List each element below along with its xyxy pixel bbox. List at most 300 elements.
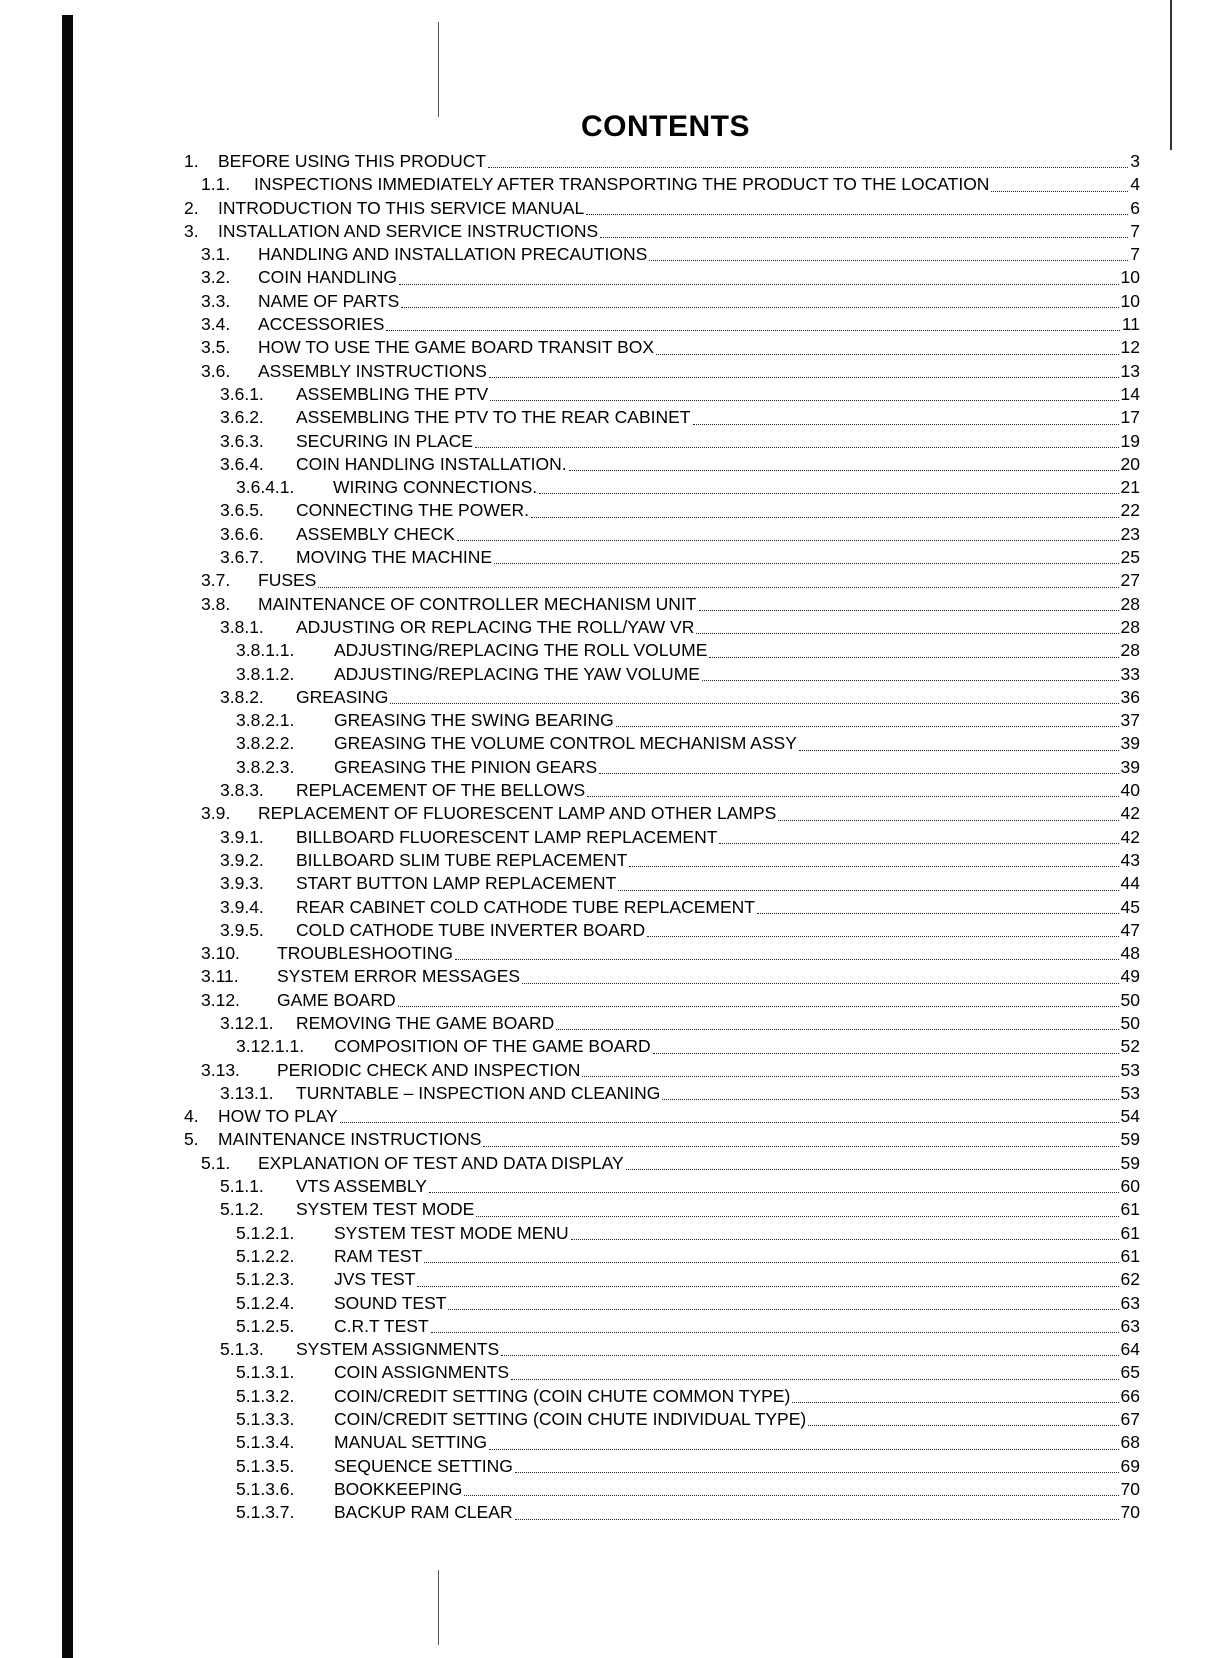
toc-entry-title: ASSEMBLY CHECK — [296, 523, 455, 544]
toc-dot-leader — [401, 307, 1118, 308]
toc-dot-leader — [653, 1053, 1119, 1054]
toc-entry[interactable] — [184, 1315, 1140, 1338]
toc-entry[interactable] — [184, 569, 1140, 592]
toc-dot-leader — [702, 680, 1119, 681]
toc-entry[interactable] — [184, 1175, 1140, 1198]
toc-dot-leader — [616, 726, 1119, 727]
toc-entry-page: 21 — [1120, 477, 1140, 498]
toc-entry-number: 3.9.2. — [220, 849, 264, 870]
toc-entry[interactable] — [184, 965, 1140, 988]
toc-dot-leader — [457, 540, 1119, 541]
toc-entry[interactable] — [184, 593, 1140, 616]
toc-entry-page: 40 — [1120, 780, 1140, 801]
toc-entry[interactable] — [184, 1268, 1140, 1291]
toc-entry[interactable] — [184, 1361, 1140, 1384]
toc-entry[interactable] — [184, 290, 1140, 313]
toc-entry-title: SYSTEM TEST MODE — [296, 1199, 475, 1220]
toc-entry-title: COIN/CREDIT SETTING (COIN CHUTE INDIVIDUAL TYPE) — [334, 1409, 807, 1430]
toc-dot-leader — [531, 517, 1119, 518]
toc-entry-number: 3.6. — [201, 360, 231, 381]
toc-entry-number: 3.6.4.1. — [236, 477, 295, 498]
toc-dot-leader — [799, 750, 1119, 751]
toc-entry-title: FUSES — [258, 570, 317, 591]
toc-entry-number: 3.12.1. — [220, 1012, 274, 1033]
toc-entry-number: 3.11. — [201, 966, 239, 987]
toc-entry[interactable] — [184, 383, 1140, 406]
toc-dot-leader — [719, 843, 1118, 844]
toc-entry-page: 12 — [1120, 337, 1140, 358]
toc-entry[interactable] — [184, 453, 1140, 476]
toc-entry-title: ADJUSTING/REPLACING THE YAW VOLUME — [334, 663, 700, 684]
toc-dot-leader — [693, 424, 1119, 425]
toc-entry-page: 17 — [1120, 407, 1140, 428]
toc-entry-number: 3.13. — [201, 1059, 240, 1080]
toc-dot-leader — [662, 1099, 1118, 1100]
toc-dot-leader — [489, 1449, 1119, 1450]
toc-entry-number: 3.12.1.1. — [236, 1036, 305, 1057]
toc-entry-title: BOOKKEEPING — [334, 1478, 463, 1499]
toc-entry-page: 3 — [1130, 151, 1140, 171]
toc-entry[interactable] — [184, 173, 1140, 196]
toc-dot-leader — [778, 820, 1118, 821]
toc-dot-leader — [647, 936, 1118, 937]
toc-entry[interactable] — [184, 1408, 1140, 1431]
toc-entry-page: 66 — [1120, 1385, 1140, 1406]
toc-entry-number: 3.10. — [201, 943, 240, 964]
toc-entry-page: 10 — [1120, 290, 1140, 311]
toc-entry-number: 5.1.3.4. — [236, 1432, 295, 1453]
toc-entry-page: 23 — [1120, 523, 1140, 544]
toc-entry[interactable] — [184, 756, 1140, 779]
toc-entry[interactable] — [184, 1292, 1140, 1315]
toc-entry-number: 3.8.2. — [220, 686, 264, 707]
toc-entry-page: 59 — [1120, 1129, 1140, 1150]
toc-entry-title: ASSEMBLING THE PTV — [296, 383, 489, 404]
toc-entry[interactable] — [184, 1455, 1140, 1478]
toc-entry[interactable] — [184, 243, 1140, 266]
toc-dot-leader — [808, 1425, 1118, 1426]
toc-entry-number: 5.1. — [201, 1152, 231, 1173]
toc-entry[interactable] — [184, 849, 1140, 872]
toc-dot-leader — [586, 214, 1128, 215]
toc-entry-number: 5.1.2.5. — [236, 1315, 295, 1336]
toc-dot-leader — [515, 1472, 1119, 1473]
toc-entry-title: GREASING THE SWING BEARING — [334, 710, 614, 731]
toc-entry-page: 53 — [1120, 1059, 1140, 1080]
toc-entry[interactable] — [184, 523, 1140, 546]
toc-entry-page: 39 — [1120, 733, 1140, 754]
toc-entry-page: 14 — [1120, 383, 1140, 404]
toc-entry-title: VTS ASSEMBLY — [296, 1176, 427, 1197]
toc-entry-page: 68 — [1120, 1432, 1140, 1453]
toc-entry-page: 33 — [1120, 663, 1140, 684]
toc-dot-leader — [494, 563, 1118, 564]
toc-entry-page: 25 — [1120, 547, 1140, 568]
toc-entry[interactable] — [184, 616, 1140, 639]
toc-entry-page: 44 — [1120, 873, 1140, 894]
toc-entry-title: ASSEMBLING THE PTV TO THE REAR CABINET — [296, 407, 691, 428]
toc-entry-title: GREASING THE VOLUME CONTROL MECHANISM ASSY — [334, 733, 797, 754]
toc-entry[interactable] — [184, 360, 1140, 383]
toc-entry-page: 63 — [1120, 1292, 1140, 1313]
toc-entry-number: 3.8. — [201, 593, 231, 614]
toc-entry-number: 5.1.3. — [220, 1339, 264, 1360]
toc-entry-number: 1.1. — [201, 174, 231, 195]
toc-entry-title: BILLBOARD FLUORESCENT LAMP REPLACEMENT — [296, 826, 718, 847]
toc-entry-number: 3.8.1.2. — [236, 663, 295, 684]
toc-entry[interactable] — [184, 430, 1140, 453]
toc-entry-title: GAME BOARD — [277, 989, 396, 1010]
toc-entry-title: CONNECTING THE POWER. — [296, 500, 530, 521]
toc-entry-page: 10 — [1120, 267, 1140, 288]
toc-entry-title: MAINTENANCE INSTRUCTIONS — [218, 1129, 482, 1150]
toc-entry-title: SYSTEM ERROR MESSAGES — [277, 966, 521, 987]
toc-entry-title: COIN/CREDIT SETTING (COIN CHUTE COMMON TYPE) — [334, 1385, 791, 1406]
toc-entry[interactable] — [184, 732, 1140, 755]
toc-entry-page: 11 — [1121, 314, 1140, 335]
toc-dot-leader — [656, 354, 1118, 355]
toc-entry-number: 5. — [184, 1129, 199, 1150]
toc-entry[interactable] — [184, 1082, 1140, 1105]
toc-dot-leader — [501, 1355, 1118, 1356]
toc-entry-title: GREASING — [296, 686, 389, 707]
toc-entry-number: 5.1.2.2. — [236, 1245, 295, 1266]
toc-dot-leader — [455, 959, 1119, 960]
toc-entry[interactable] — [184, 1059, 1140, 1082]
toc-entry-number: 3.4. — [201, 314, 231, 335]
toc-entry-title: REPLACEMENT OF THE BELLOWS — [296, 780, 586, 801]
toc-entry-number: 3.9.5. — [220, 919, 264, 940]
toc-entry-number: 3.9.1. — [220, 826, 264, 847]
toc-dot-leader — [464, 1495, 1118, 1496]
toc-dot-leader — [757, 913, 1119, 914]
toc-entry-page: 42 — [1120, 826, 1140, 847]
toc-dot-leader — [515, 1519, 1119, 1520]
toc-entry-page: 70 — [1120, 1478, 1140, 1499]
fold-line-bottom — [438, 1570, 439, 1645]
toc-entry[interactable] — [184, 1478, 1140, 1501]
toc-entry-page: 65 — [1120, 1362, 1140, 1383]
toc-entry-page: 45 — [1120, 896, 1140, 917]
toc-dot-leader — [318, 587, 1118, 588]
toc-entry[interactable] — [184, 546, 1140, 569]
toc-dot-leader — [587, 796, 1118, 797]
toc-dot-leader — [475, 447, 1119, 448]
toc-entry-title: TURNTABLE – INSPECTION AND CLEANING — [296, 1082, 661, 1103]
toc-entry-page: 63 — [1120, 1315, 1140, 1336]
toc-dot-leader — [483, 1146, 1118, 1147]
toc-entry-number: 3.6.4. — [220, 453, 264, 474]
toc-entry-number: 5.1.2.4. — [236, 1292, 295, 1313]
toc-entry[interactable] — [184, 639, 1140, 662]
toc-dot-leader — [431, 1332, 1119, 1333]
toc-entry-title: COIN ASSIGNMENTS — [334, 1362, 510, 1383]
toc-entry-page: 70 — [1120, 1502, 1140, 1523]
toc-entry-title: TROUBLESHOOTING — [277, 943, 453, 964]
toc-entry-number: 3.2. — [201, 267, 231, 288]
toc-entry-title: START BUTTON LAMP REPLACEMENT — [296, 873, 617, 894]
toc-entry-page: 28 — [1120, 616, 1140, 637]
toc-entry-title: REPLACEMENT OF FLUORESCENT LAMP AND OTHER LAMPS — [258, 803, 777, 824]
toc-entry-page: 19 — [1120, 430, 1140, 451]
toc-entry[interactable] — [184, 1035, 1140, 1058]
toc-entry-page: 28 — [1120, 593, 1140, 614]
toc-entry-number: 5.1.3.5. — [236, 1455, 295, 1476]
toc-entry-title: MANUAL SETTING — [334, 1432, 487, 1453]
toc-entry-page: 50 — [1120, 989, 1140, 1010]
toc-dot-leader — [556, 1029, 1118, 1030]
toc-entry[interactable] — [184, 686, 1140, 709]
toc-dot-leader — [448, 1309, 1118, 1310]
toc-entry[interactable] — [184, 1431, 1140, 1454]
toc-entry-number: 3.8.1. — [220, 616, 264, 637]
toc-entry-title: NAME OF PARTS — [258, 290, 400, 311]
toc-entry-number: 3.7. — [201, 570, 231, 591]
toc-entry-title: HANDLING AND INSTALLATION PRECAUTIONS — [258, 244, 648, 265]
toc-entry[interactable] — [184, 499, 1140, 522]
toc-entry[interactable] — [184, 1385, 1140, 1408]
page-title: CONTENTS — [581, 110, 750, 143]
toc-entry-number: 3.9.4. — [220, 896, 264, 917]
toc-entry[interactable] — [184, 1222, 1140, 1245]
toc-entry[interactable] — [184, 802, 1140, 825]
toc-dot-leader — [571, 1239, 1119, 1240]
toc-entry-number: 3.8.2.1. — [236, 710, 295, 731]
toc-dot-leader — [429, 1192, 1119, 1193]
toc-entry[interactable] — [184, 919, 1140, 942]
toc-entry-number: 2. — [184, 197, 199, 218]
toc-dot-leader — [340, 1122, 1119, 1123]
toc-entry-number: 5.1.3.3. — [236, 1409, 295, 1430]
toc-entry[interactable] — [184, 313, 1140, 336]
toc-entry-number: 5.1.2. — [220, 1199, 264, 1220]
toc-dot-leader — [649, 260, 1128, 261]
toc-entry-page: 61 — [1120, 1199, 1140, 1220]
toc-dot-leader — [618, 890, 1118, 891]
toc-entry-title: INSPECTIONS IMMEDIATELY AFTER TRANSPORTING THE PRODUCT TO THE LOCATION — [254, 174, 990, 195]
toc-entry-title: BEFORE USING THIS PRODUCT — [218, 151, 487, 171]
toc-entry-title: INSTALLATION AND SERVICE INSTRUCTIONS — [218, 220, 599, 241]
toc-entry[interactable] — [184, 1152, 1140, 1175]
toc-dot-leader — [991, 191, 1128, 192]
toc-entry-page: 4 — [1130, 174, 1140, 195]
toc-entry-title: COMPOSITION OF THE GAME BOARD — [334, 1036, 651, 1057]
toc-entry-page: 13 — [1120, 360, 1140, 381]
toc-entry-title: RAM TEST — [334, 1245, 423, 1266]
toc-entry-page: 6 — [1130, 197, 1140, 218]
toc-entry-title: BILLBOARD SLIM TUBE REPLACEMENT — [296, 849, 628, 870]
toc-dot-leader — [599, 773, 1118, 774]
toc-entry-number: 3.6.5. — [220, 500, 264, 521]
toc-entry-title: SYSTEM ASSIGNMENTS — [296, 1339, 500, 1360]
toc-entry-page: 42 — [1120, 803, 1140, 824]
toc-entry[interactable] — [184, 1105, 1140, 1128]
toc-dot-leader — [569, 470, 1119, 471]
toc-entry-page: 48 — [1120, 943, 1140, 964]
toc-entry-title: EXPLANATION OF TEST AND DATA DISPLAY — [258, 1152, 624, 1173]
toc-entry-page: 43 — [1120, 849, 1140, 870]
table-of-contents — [184, 150, 1140, 1525]
toc-entry-page: 36 — [1120, 686, 1140, 707]
toc-entry[interactable] — [184, 1012, 1140, 1035]
toc-dot-leader — [489, 377, 1119, 378]
toc-entry[interactable] — [184, 1501, 1140, 1524]
toc-entry-number: 5.1.3.6. — [236, 1478, 295, 1499]
toc-entry-page: 52 — [1120, 1036, 1140, 1057]
toc-entry-title: MOVING THE MACHINE — [296, 547, 493, 568]
toc-entry-number: 3.8.1.1. — [236, 640, 295, 661]
toc-dot-leader — [582, 1076, 1118, 1077]
toc-entry[interactable] — [184, 406, 1140, 429]
toc-entry-number: 3.6.2. — [220, 407, 264, 428]
toc-entry-page: 53 — [1120, 1082, 1140, 1103]
toc-entry-page: 69 — [1120, 1455, 1140, 1476]
toc-entry-number: 5.1.3.7. — [236, 1502, 295, 1523]
toc-dot-leader — [424, 1262, 1118, 1263]
toc-entry-page: 7 — [1130, 220, 1140, 241]
toc-entry-page: 50 — [1120, 1012, 1140, 1033]
toc-dot-leader — [699, 610, 1119, 611]
toc-dot-leader — [600, 237, 1128, 238]
toc-dot-leader — [522, 983, 1118, 984]
toc-dot-leader — [490, 400, 1118, 401]
toc-dot-leader — [399, 284, 1118, 285]
toc-entry-page: 49 — [1120, 966, 1140, 987]
toc-entry[interactable] — [184, 872, 1140, 895]
toc-entry-number: 5.1.3.2. — [236, 1385, 295, 1406]
toc-entry-page: 60 — [1120, 1176, 1140, 1197]
toc-dot-leader — [488, 167, 1128, 168]
toc-entry-title: ACCESSORIES — [258, 314, 385, 335]
toc-dot-leader — [390, 703, 1118, 704]
toc-entry-number: 3.9.3. — [220, 873, 264, 894]
toc-entry-page: 47 — [1120, 919, 1140, 940]
toc-entry-title: SEQUENCE SETTING — [334, 1455, 513, 1476]
scan-edge-bar — [62, 15, 73, 1658]
toc-entry[interactable] — [184, 220, 1140, 243]
toc-entry-page: 7 — [1130, 244, 1140, 265]
toc-entry[interactable] — [184, 663, 1140, 686]
toc-entry-title: INTRODUCTION TO THIS SERVICE MANUAL — [218, 197, 585, 218]
toc-entry-page: 20 — [1120, 453, 1140, 474]
toc-entry-title: ADJUSTING/REPLACING THE ROLL VOLUME — [334, 640, 708, 661]
toc-entry-number: 3.8.2.2. — [236, 733, 295, 754]
toc-entry-number: 3.6.7. — [220, 547, 264, 568]
toc-entry-title: SECURING IN PLACE — [296, 430, 473, 451]
toc-dot-leader — [709, 657, 1118, 658]
toc-entry-title: SOUND TEST — [334, 1292, 447, 1313]
toc-entry-title: COIN HANDLING INSTALLATION. — [296, 453, 567, 474]
toc-entry-number: 3. — [184, 220, 199, 241]
toc-entry-title: COLD CATHODE TUBE INVERTER BOARD — [296, 919, 646, 940]
toc-dot-leader — [696, 633, 1118, 634]
toc-entry[interactable] — [184, 826, 1140, 849]
toc-entry-title: BACKUP RAM CLEAR — [334, 1502, 513, 1523]
toc-entry-page: 59 — [1120, 1152, 1140, 1173]
toc-entry[interactable] — [184, 896, 1140, 919]
toc-entry-page: 54 — [1120, 1106, 1140, 1127]
fold-line-top — [438, 22, 439, 117]
toc-dot-leader — [511, 1379, 1119, 1380]
toc-dot-leader — [792, 1402, 1118, 1403]
toc-entry-number: 3.8.2.3. — [236, 756, 295, 777]
toc-entry-page: 37 — [1120, 710, 1140, 731]
toc-entry-page: 22 — [1120, 500, 1140, 521]
toc-entry-title: HOW TO PLAY — [218, 1106, 338, 1127]
toc-entry[interactable] — [184, 1245, 1140, 1268]
toc-entry-title: PERIODIC CHECK AND INSPECTION — [277, 1059, 581, 1080]
toc-dot-leader — [626, 1169, 1119, 1170]
toc-dot-leader — [386, 330, 1119, 331]
toc-entry[interactable] — [184, 476, 1140, 499]
toc-entry-page: 39 — [1120, 756, 1140, 777]
toc-entry-title: ASSEMBLY INSTRUCTIONS — [258, 360, 487, 381]
toc-entry[interactable] — [184, 1198, 1140, 1221]
toc-entry[interactable] — [184, 266, 1140, 289]
toc-entry-title: REMOVING THE GAME BOARD — [296, 1012, 555, 1033]
toc-entry-number: 3.5. — [201, 337, 231, 358]
toc-entry-number: 5.1.1. — [220, 1176, 264, 1197]
toc-entry[interactable] — [184, 197, 1140, 220]
toc-entry-number: 3.13.1. — [220, 1082, 274, 1103]
toc-entry[interactable] — [184, 1338, 1140, 1361]
toc-entry-page: 67 — [1120, 1409, 1140, 1430]
toc-entry[interactable] — [184, 336, 1140, 359]
toc-entry[interactable] — [184, 150, 1140, 173]
toc-entry-page: 28 — [1120, 640, 1140, 661]
toc-entry-number: 3.9. — [201, 803, 231, 824]
toc-entry-title: COIN HANDLING — [258, 267, 398, 288]
toc-entry-title: WIRING CONNECTIONS. — [333, 477, 538, 498]
toc-entry-page: 61 — [1120, 1222, 1140, 1243]
toc-entry[interactable] — [184, 989, 1140, 1012]
toc-entry-number: 5.1.2.3. — [236, 1269, 295, 1290]
toc-entry-number: 5.1.3.1. — [236, 1362, 295, 1383]
toc-entry-page: 64 — [1120, 1339, 1140, 1360]
toc-dot-leader — [476, 1216, 1118, 1217]
toc-entry-number: 3.6.6. — [220, 523, 264, 544]
toc-entry-page: 27 — [1120, 570, 1140, 591]
toc-entry-title: ADJUSTING OR REPLACING THE ROLL/YAW VR — [296, 616, 695, 637]
toc-dot-leader — [629, 866, 1118, 867]
toc-entry-number: 1. — [184, 151, 199, 171]
toc-entry-title: GREASING THE PINION GEARS — [334, 756, 598, 777]
toc-entry-page: 62 — [1120, 1269, 1140, 1290]
toc-entry[interactable] — [184, 779, 1140, 802]
toc-dot-leader — [539, 493, 1118, 494]
toc-entry[interactable] — [184, 1128, 1140, 1151]
toc-entry-title: HOW TO USE THE GAME BOARD TRANSIT BOX — [258, 337, 655, 358]
toc-dot-leader — [417, 1286, 1118, 1287]
toc-entry-title: JVS TEST — [334, 1269, 416, 1290]
toc-entry-number: 5.1.2.1. — [236, 1222, 295, 1243]
toc-entry-title: C.R.T TEST — [334, 1315, 429, 1336]
toc-entry-number: 3.6.1. — [220, 383, 264, 404]
toc-entry[interactable] — [184, 709, 1140, 732]
toc-entry-number: 3.1. — [201, 244, 231, 265]
toc-entry-number: 4. — [184, 1106, 199, 1127]
toc-dot-leader — [398, 1006, 1119, 1007]
toc-entry-title: REAR CABINET COLD CATHODE TUBE REPLACEMENT — [296, 896, 755, 917]
toc-entry-page: 61 — [1120, 1245, 1140, 1266]
toc-entry-title: SYSTEM TEST MODE MENU — [334, 1222, 569, 1243]
toc-entry-number: 3.3. — [201, 290, 231, 311]
toc-entry[interactable] — [184, 942, 1140, 965]
toc-entry-number: 3.6.3. — [220, 430, 264, 451]
toc-entry-number: 3.12. — [201, 989, 240, 1010]
toc-entry-title: MAINTENANCE OF CONTROLLER MECHANISM UNIT — [258, 593, 697, 614]
toc-entry-number: 3.8.3. — [220, 780, 264, 801]
